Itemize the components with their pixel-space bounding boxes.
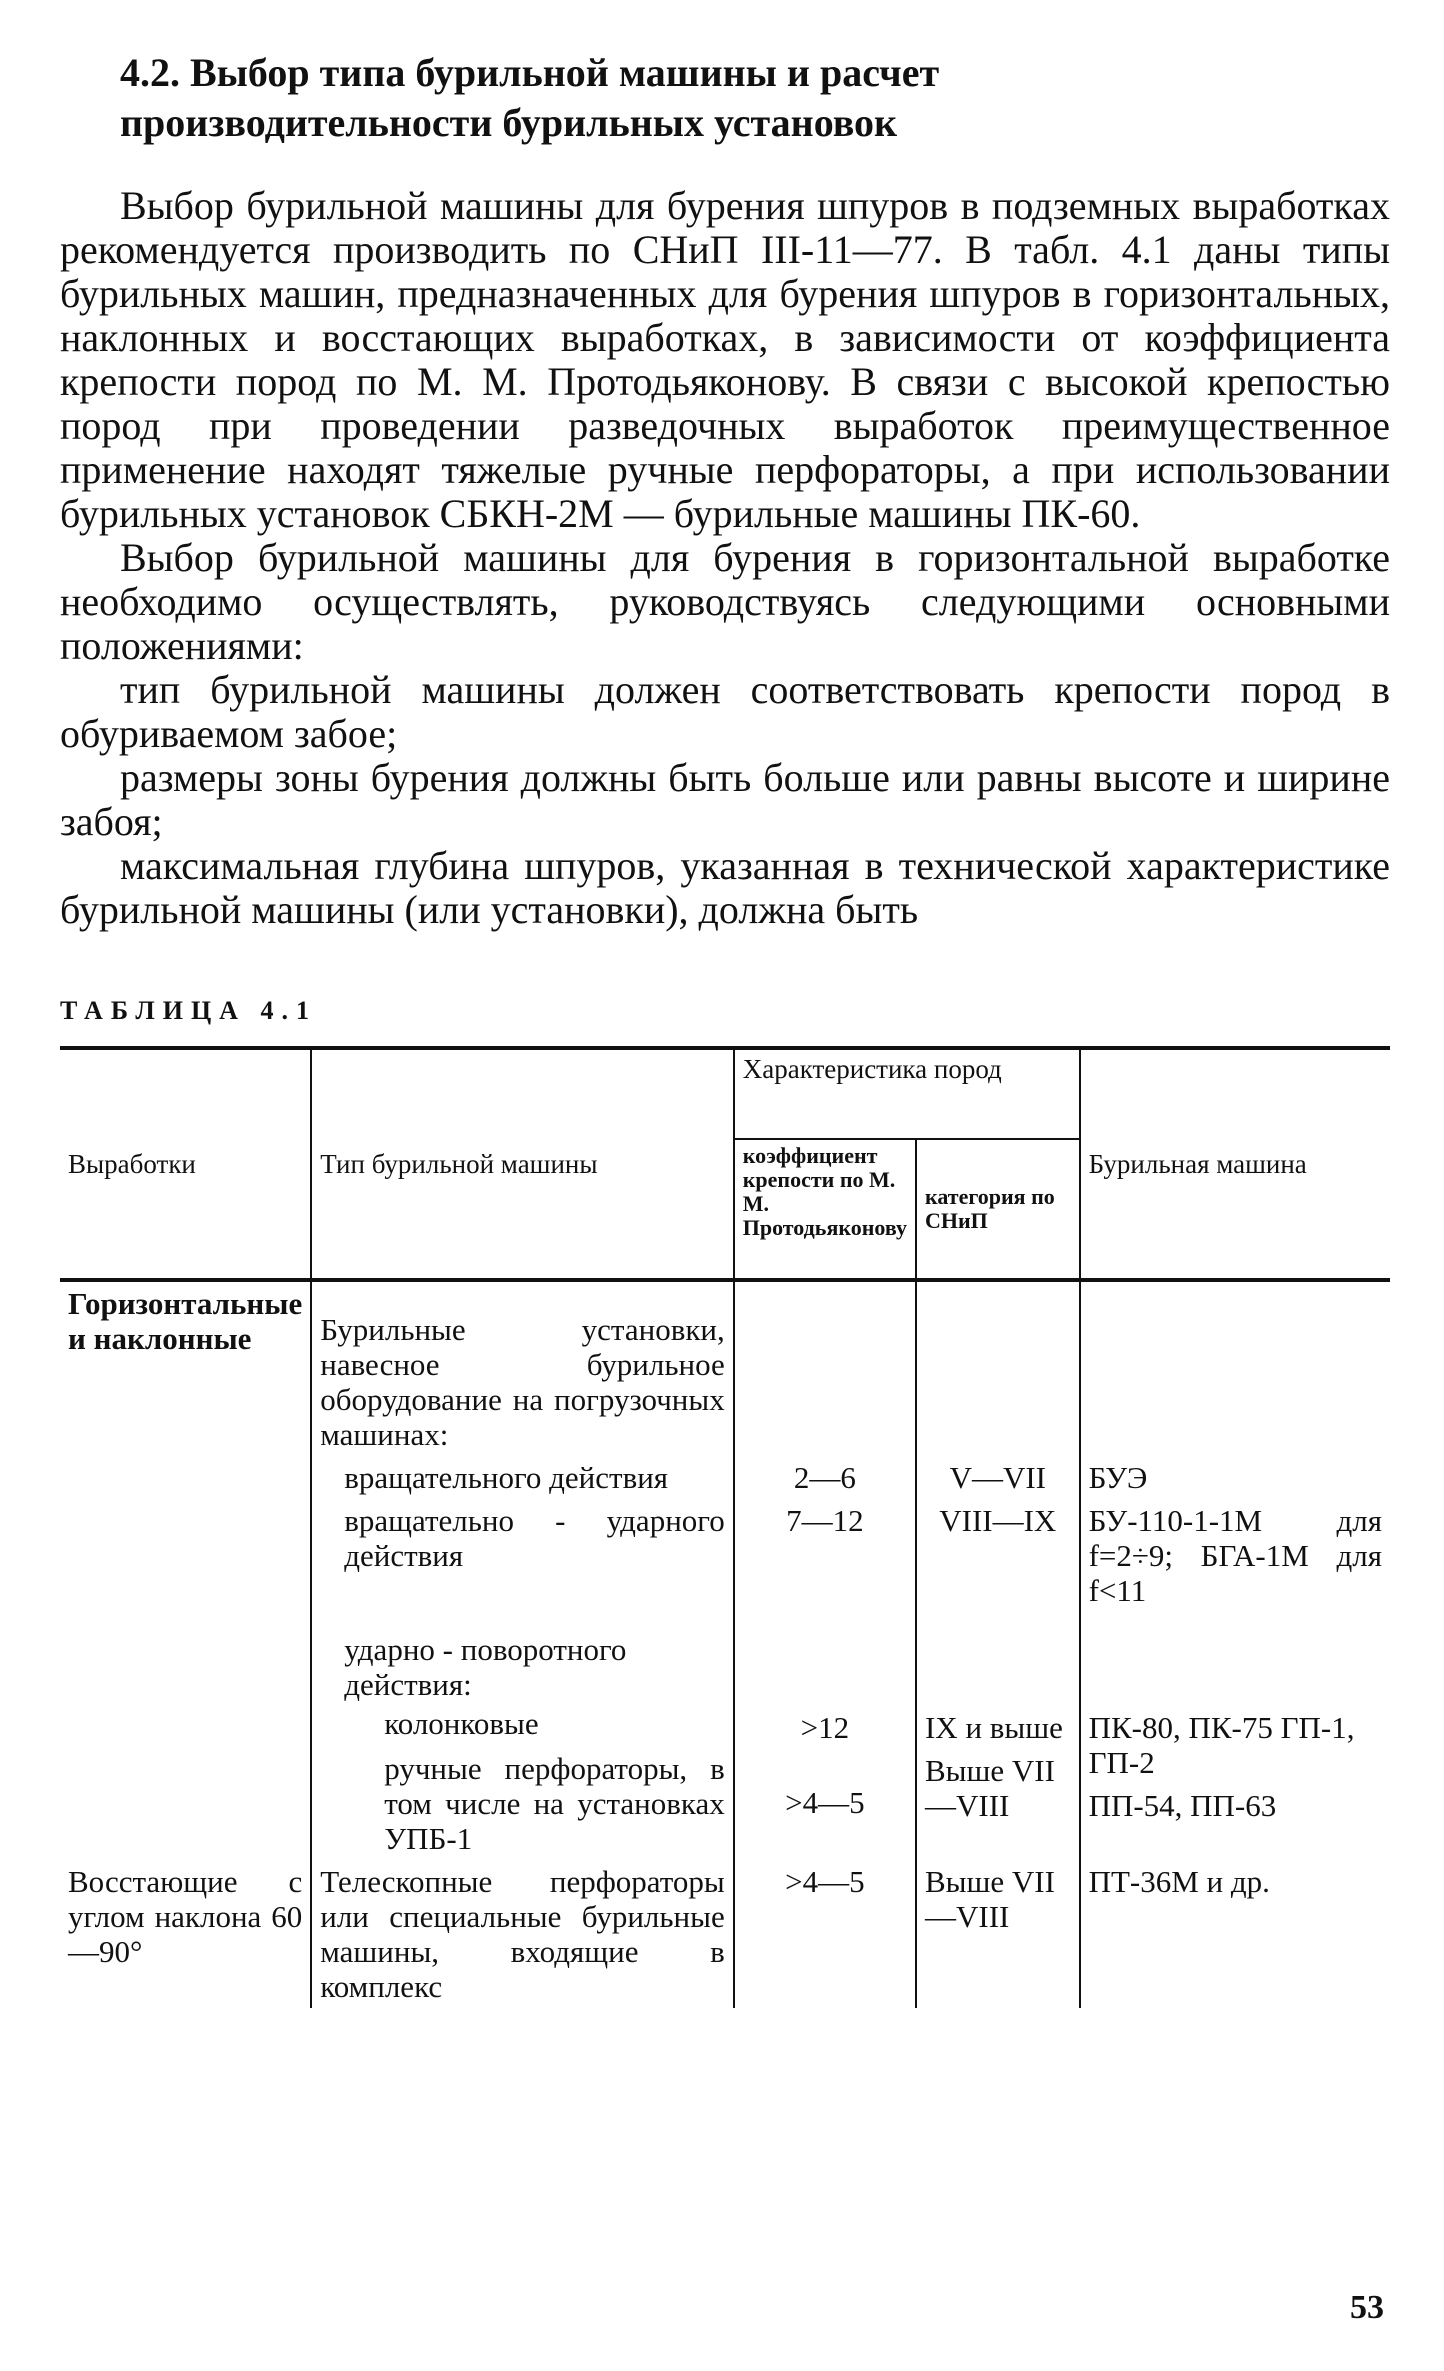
paragraph-4: размеры зоны бурения должны быть больше или равны высоте и ширине забоя; [60,755,1390,844]
paragraph-2: Выбор бурильной машины для бурения в горизонтальной выработке необходимо осуществлять, руководствуясь следующими основными положениями: [60,535,1390,668]
header-coefficient: коэффициент крепости по М. М. Протодьяконову [734,1139,916,1280]
cell-coef: >12 [800,1710,850,1745]
cell-category: IX и выше [924,1710,1063,1745]
cell-coef: 2—6 [734,1456,916,1499]
cell-coef: >4—5 [785,1785,865,1820]
cell-type: вращательного действия [311,1456,734,1499]
table-row [60,1860,1390,2008]
cell-machine: ПП-54, ПП-63 [1088,1788,1277,1823]
cell-category: VIII—IX [916,1499,1080,1612]
cell-type: колонковые [384,1706,539,1741]
table-caption: ТАБЛИЦА 4.1 [60,996,317,1025]
header-rock-characteristic: Характеристика пород [734,1048,1080,1139]
cell-type: Телескопные перфораторы или специальные бурильные машины, входящие в комплекс [311,1860,734,2008]
table-row [60,1280,1390,1456]
cell-coef: 7—12 [734,1499,916,1612]
paragraph-1: Выбор бурильной машины для бурения шпуров в подземных выработках рекомендуется производить по СНиП III-11—77. В табл. 4.1 даны типы бурильных машин, предназначенных для бурения шпуров в горизонтальных, наклонных и восстающих выработках, в зависимости от коэффициента крепости пород по М. М. Протодьяконову. В связи с высокой крепостью пород при проведении разведочных выработок преимущественное применение находят тяжелые ручные перфораторы, а при использовании бурильных установок СБКН-2М — бурильные машины ПК-60. [60,183,1390,536]
cell-machine: ПК-80, ПК-75 ГП-1, ГП-2 [1088,1710,1355,1780]
paragraph-5: максимальная глубина шпуров, указанная в технической характеристике бурильной машины (или установки), должна быть [60,843,1390,932]
cell-machine: БУ-110-1-1М для f=2÷9; БГА-1М для f<11 [1080,1499,1390,1612]
cell-coef: >4—5 [734,1860,916,2008]
heading-line-1: 4.2. Выбор типа бурильной машины и расчет [120,50,940,95]
cell-category: Выше VII—VIII [924,1753,1055,1823]
page [60,48,1390,2008]
header-workings: Выработки [68,1149,196,1179]
cell-category: V—VII [916,1456,1080,1499]
section-heading [120,48,1390,148]
cell-workings-horizontal: Горизонтальные и наклонные [68,1286,303,1356]
table-4-1 [60,1046,1390,2008]
cell-machine: БУЭ [1080,1456,1390,1499]
page-number: 53 [1350,2289,1384,2326]
cell-workings-raise: Восстающие с углом наклона 60—90° [68,1864,303,1969]
cell-sub-intro: ударно - поворотного действия: [311,1612,734,1706]
paragraph-3: тип бурильной машины должен соответствовать крепости пород в обуриваемом забое; [60,667,1390,756]
cell-type: ручные перфораторы, в том числе на установках УПБ-1 [384,1751,725,1856]
header-machine: Бурильная машина [1080,1048,1390,1280]
cell-intro: Бурильные установки, навесное бурильное оборудование на погрузочных машинах: [311,1280,734,1456]
header-category: категория по СНиП [916,1139,1080,1280]
header-machine-type: Тип бурильной машины [311,1048,734,1280]
heading-line-2: производительности бурильных установок [120,100,898,145]
cell-category: Выше VII—VIII [916,1860,1080,2008]
cell-type: вращательно - ударного действия [311,1499,734,1612]
cell-machine: ПТ-36М и др. [1080,1860,1390,2008]
